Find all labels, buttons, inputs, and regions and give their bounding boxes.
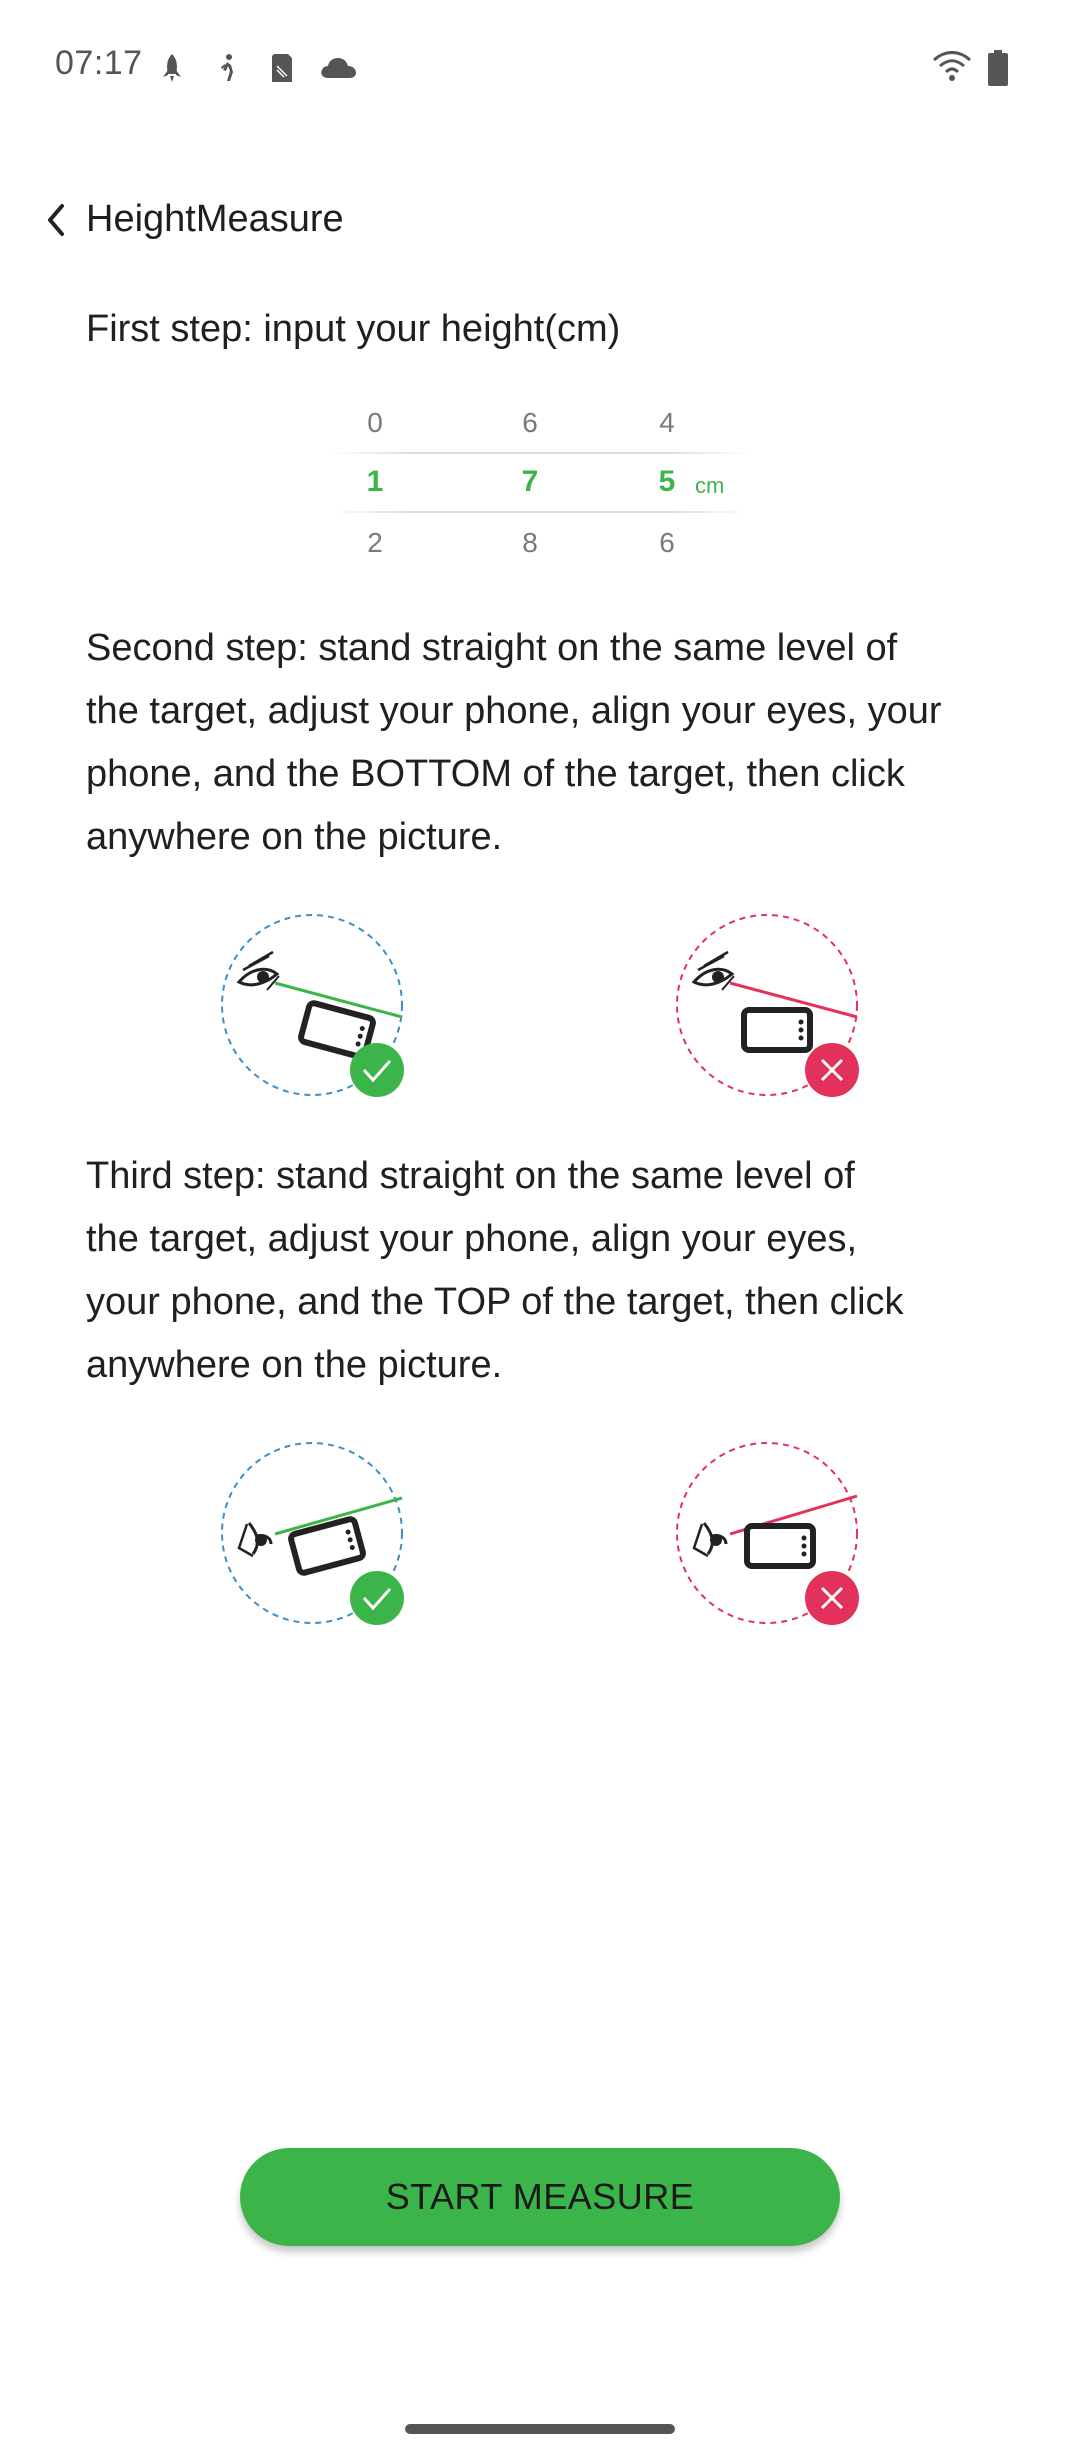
picker-value-above: 4 — [659, 407, 675, 438]
step-one-instruction: First step: input your height(cm) — [86, 308, 621, 350]
bottom-correct-illustration[interactable] — [217, 910, 407, 1100]
height-picker[interactable] — [330, 395, 750, 575]
status-time: 07:17 — [55, 44, 143, 82]
picker-value-below: 6 — [659, 527, 675, 558]
picker-value-selected: 5 — [658, 465, 676, 498]
step-three-line: the target, adjust your phone, align your eyes, — [86, 1218, 858, 1260]
step-three-line: your phone, and the TOP of the target, then click — [86, 1281, 904, 1323]
cloud-icon — [316, 48, 360, 88]
page-title: HeightMeasure — [86, 198, 344, 240]
picker-value-above: 6 — [522, 407, 538, 438]
picker-value-selected: 7 — [521, 465, 539, 498]
bottom-wrong-illustration[interactable] — [672, 910, 862, 1100]
step-three-instruction — [86, 1145, 1016, 1397]
step-two-instruction — [86, 617, 1016, 869]
picker-value-selected: 1 — [366, 465, 384, 498]
step-two-line: Second step: stand straight on the same level of — [86, 627, 898, 669]
picker-column-hundreds[interactable] — [345, 395, 405, 575]
step-three-line: Third step: stand straight on the same level of — [86, 1155, 855, 1197]
status-bar — [0, 0, 1080, 130]
walking-icon — [208, 48, 248, 88]
home-indicator[interactable] — [405, 2424, 675, 2434]
picker-value-below: 2 — [367, 527, 383, 558]
top-correct-illustration[interactable] — [217, 1438, 407, 1628]
step-three-line: anywhere on the picture. — [86, 1344, 503, 1386]
start-measure-button[interactable]: START MEASURE — [240, 2148, 840, 2246]
wifi-icon — [930, 46, 974, 91]
step-two-line: anywhere on the picture. — [86, 816, 503, 858]
step-two-line: phone, and the BOTTOM of the target, then click — [86, 753, 905, 795]
top-wrong-illustration[interactable] — [672, 1438, 862, 1628]
picker-value-above: 0 — [367, 407, 383, 438]
picker-column-units[interactable] — [637, 395, 697, 575]
app-bar — [0, 180, 1080, 260]
chevron-left-icon — [30, 190, 90, 250]
picker-column-tens[interactable] — [500, 395, 560, 575]
battery-icon — [986, 48, 1010, 93]
picker-value-below: 8 — [522, 527, 538, 558]
sd-card-icon — [262, 48, 302, 88]
rocket-icon — [152, 48, 192, 88]
back-button[interactable] — [30, 190, 90, 250]
picker-unit-label: cm — [695, 473, 725, 498]
step-two-line: the target, adjust your phone, align your eyes, your — [86, 690, 942, 732]
